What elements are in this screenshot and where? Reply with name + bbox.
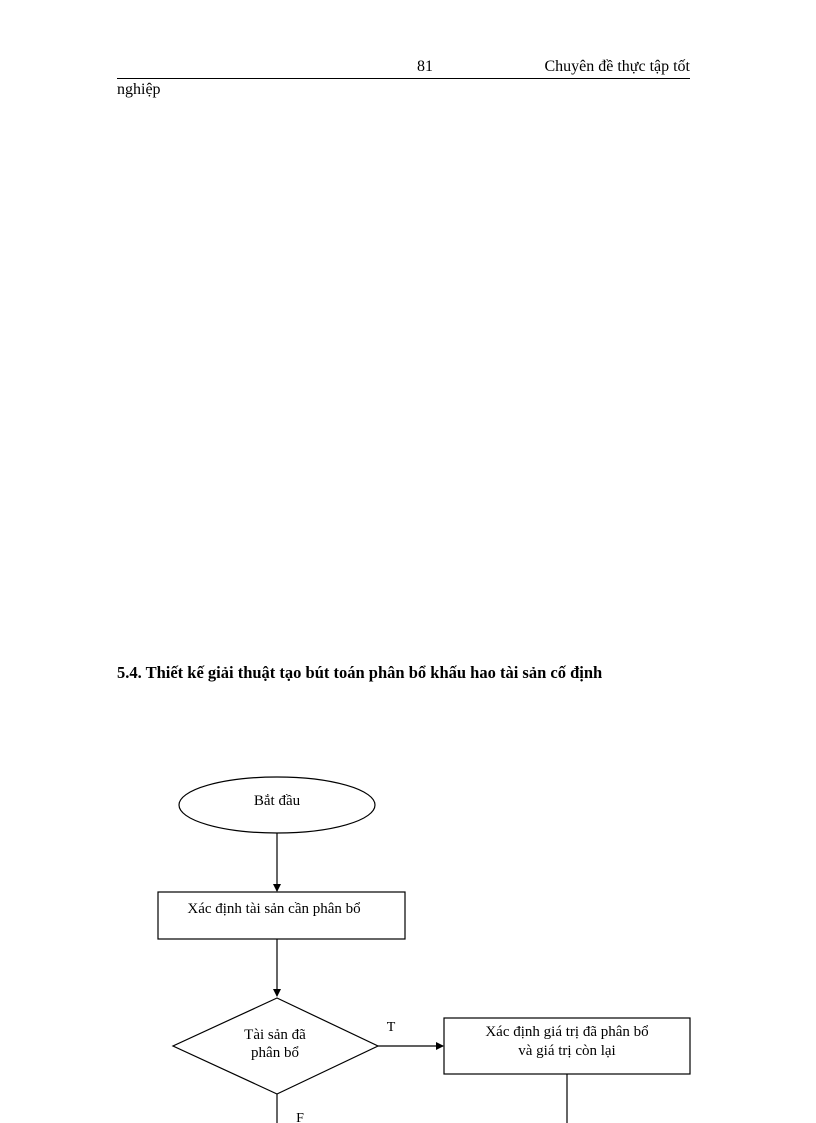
decision-label-line2: phân bổ bbox=[251, 1045, 299, 1061]
decision-label-line1: Tài sản đã bbox=[244, 1027, 306, 1043]
header-title-continued: nghiệp bbox=[117, 81, 161, 98]
step1-label: Xác định tài sản cần phân bổ bbox=[187, 901, 361, 917]
section-heading: 5.4. Thiết kế giải thuật tạo bút toán phân bổ khấu hao tài sản cố định bbox=[117, 663, 603, 682]
true-label: T bbox=[386, 1020, 396, 1035]
step2-label-line1: Xác định giá trị đã phân bổ bbox=[485, 1024, 649, 1040]
step2-label-line2: và giá trị còn lại bbox=[518, 1043, 616, 1059]
false-label: F bbox=[296, 1111, 304, 1123]
header-title: Chuyên đề thực tập tốt bbox=[544, 58, 690, 75]
start-label: Bắt đầu bbox=[253, 793, 301, 809]
page-number: 81 bbox=[417, 58, 433, 75]
